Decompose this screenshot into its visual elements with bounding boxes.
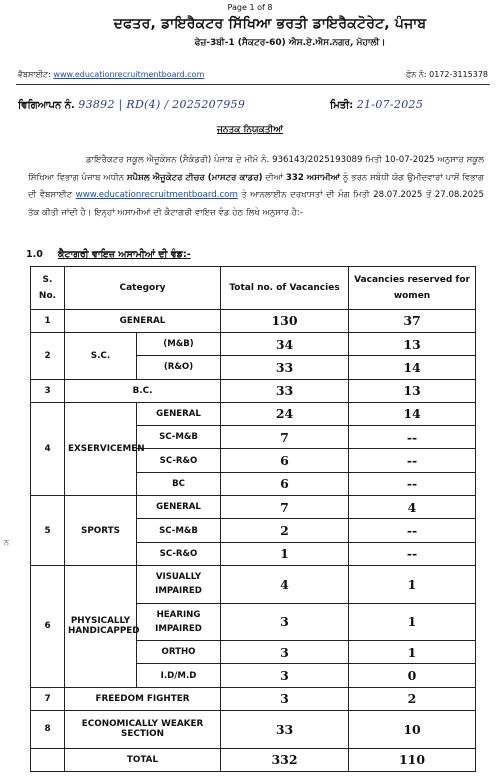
header-total: Total no. of Vacancies <box>221 267 349 310</box>
table-total-row <box>31 748 476 772</box>
table-row <box>31 710 476 748</box>
row-total: 33 <box>221 710 349 748</box>
row-total: 3 <box>221 664 349 687</box>
table-row <box>31 402 476 425</box>
row-total: 6 <box>221 449 349 472</box>
advertisement-date <box>330 98 423 111</box>
row-total: 6 <box>221 472 349 495</box>
row-subcategory: I.D/M.D <box>137 664 221 687</box>
table-row <box>31 309 476 332</box>
row-total: 3 <box>221 687 349 710</box>
row-total: 2 <box>221 519 349 542</box>
para-text-4: ਤੇ ਆਨਲਾਈਨ ਦਰਖਾਸਤਾਂ ਦੀ ਮੰਗ ਮਿਤੀ 28.07.2025 ਤੋਂ 27.08.2025 ਤੱਕ ਕੀਤੀ ਜਾਂਦੀ ਹੈ। ਇਨ੍ਹਾਂ ਅਸਾਮੀਆਂ ਦੀ ਕੈਟਾਗਰੀ ਵਾਇਜ਼ ਵੰਡ ਹੇਠ ਲਿਖੇ ਅਨੁਸਾਰ ਹੈ:- <box>28 190 484 218</box>
row-subcategory: GENERAL <box>137 496 221 519</box>
row-category: SPORTS <box>65 496 137 566</box>
row-total: 130 <box>221 309 349 332</box>
row-women: 14 <box>349 402 476 425</box>
header-women: Vacancies reserved for women <box>349 267 476 310</box>
header-divider <box>16 84 490 85</box>
row-women: -- <box>349 472 476 495</box>
row-women: 1 <box>349 566 476 604</box>
row-women: 1 <box>349 641 476 664</box>
row-total: 3 <box>221 603 349 641</box>
row-subcategory: SC-R&O <box>137 449 221 472</box>
header-sno: S. No. <box>31 267 65 310</box>
row-total: 7 <box>221 496 349 519</box>
para-text-1: ਡਾਇਰੈਕਟਰ ਸਕੂਲ ਐਜੂਕੇਸ਼ਨ (ਸੈਕੰਡਰੀ) ਪੰਜਾਬ ਦੇ ਮੀਮੋ ਨੰ. 936143/2025193089 ਮਿਤੀ 10-07-2025 ਅਨੁਸਾਰ ਸਕੂਲ ਸਿੱਖਿਆ ਵਿਭਾਗ ਪੰਜਾਬ ਅਧੀਨ <box>28 155 484 183</box>
row-category: S.C. <box>65 332 137 379</box>
row-category: PHYSICALLY HANDICAPPED <box>65 566 137 688</box>
row-total: 34 <box>221 332 349 355</box>
date-value: 21-07-2025 <box>356 98 424 111</box>
section-heading <box>26 249 191 260</box>
total-vacancies: 332 <box>221 748 349 772</box>
row-total: 24 <box>221 402 349 425</box>
row-subcategory: BC <box>137 472 221 495</box>
row-subcategory: (M&B) <box>137 332 221 355</box>
row-women: -- <box>349 519 476 542</box>
row-total: 33 <box>221 379 349 402</box>
table-row <box>31 332 476 355</box>
row-women: -- <box>349 449 476 472</box>
para-website-link[interactable]: www.educationrecruitmentboard.com <box>75 190 238 200</box>
table-row <box>31 566 476 604</box>
adv-number-value: 93892 | RD(4) / 2025207959 <box>78 98 246 111</box>
row-total: 1 <box>221 542 349 565</box>
page-number: Page 1 of 8 <box>227 3 273 12</box>
row-women: -- <box>349 542 476 565</box>
row-subcategory: SC-R&O <box>137 542 221 565</box>
post-count: 332 ਅਸਾਮੀਆਂ <box>285 172 341 183</box>
row-category: B.C. <box>65 379 221 402</box>
row-women: 14 <box>349 356 476 379</box>
phone-number: 0172-3115378 <box>429 70 488 79</box>
row-subcategory: SC-M&B <box>137 519 221 542</box>
post-name: ਸਪੈਸ਼ਲ ਐਜੂਕੇਟਰ ਟੀਚਰ (ਮਾਸਟਰ ਕਾਡਰ) <box>126 172 263 183</box>
vacancy-table <box>30 266 476 772</box>
row-women: 13 <box>349 332 476 355</box>
date-label: ਮਿਤੀ: <box>330 100 354 111</box>
phone-label: ਫੋਨ ਨੰ: <box>406 70 427 79</box>
row-category: GENERAL <box>65 309 221 332</box>
row-subcategory: ORTHO <box>137 641 221 664</box>
adv-number-label: ਵਿਗਿਆਪਨ ਨੰ. <box>18 100 75 111</box>
total-sno-empty <box>31 748 65 772</box>
row-sno: 7 <box>31 687 65 710</box>
row-women: 4 <box>349 496 476 519</box>
office-title: ਦਫਤਰ, ਡਾਇਰੈਕਟਰ ਸਿੱਖਿਆ ਭਰਤੀ ਡਾਇਰੈਕਟੋਰੇਟ, ਪੰਜਾਬ <box>113 16 427 32</box>
row-subcategory: (R&O) <box>137 356 221 379</box>
table-row <box>31 379 476 402</box>
row-women: 13 <box>349 379 476 402</box>
row-total: 3 <box>221 641 349 664</box>
row-total: 33 <box>221 356 349 379</box>
advertisement-number <box>18 98 245 111</box>
row-sno: 6 <box>31 566 65 688</box>
para-text-2: ਦੀਆਂ <box>262 172 286 183</box>
margin-mark: ਨ <box>4 538 9 547</box>
row-category: EXSERVICEMEN <box>65 402 137 495</box>
section-title: ਕੈਟਾਗਰੀ ਵਾਇਜ਼ ਅਸਾਮੀਆਂ ਦੀ ਵੰਡ:- <box>58 249 191 260</box>
row-subcategory: HEARING IMPAIRED <box>137 603 221 641</box>
row-women: -- <box>349 426 476 449</box>
row-women: 1 <box>349 603 476 641</box>
table-row <box>31 496 476 519</box>
table-header-row <box>31 267 476 310</box>
row-women: 10 <box>349 710 476 748</box>
row-subcategory: GENERAL <box>137 402 221 425</box>
row-subcategory: VISUALLY IMPAIRED <box>137 566 221 604</box>
row-sno: 5 <box>31 496 65 566</box>
notice-paragraph <box>28 152 484 222</box>
row-total: 4 <box>221 566 349 604</box>
row-subcategory: SC-M&B <box>137 426 221 449</box>
row-women: 0 <box>349 664 476 687</box>
office-address: ਫੇਜ਼-3ਬੀ-1 (ਸੈਕਟਰ-60) ਐਸ.ਏ.ਐਸ.ਨਗਰ, ਮੋਹਾਲੀ। <box>194 38 386 48</box>
table-row <box>31 687 476 710</box>
section-number: 1.0 <box>26 249 43 260</box>
row-category: ECONOMICALLY WEAKER SECTION <box>65 710 221 748</box>
total-label: TOTAL <box>65 748 221 772</box>
row-sno: 1 <box>31 309 65 332</box>
row-sno: 2 <box>31 332 65 379</box>
row-sno: 8 <box>31 710 65 748</box>
row-women: 2 <box>349 687 476 710</box>
row-women: 37 <box>349 309 476 332</box>
row-category: FREEDOM FIGHTER <box>65 687 221 710</box>
total-women: 110 <box>349 748 476 772</box>
notice-subject: ਜਨਤਕ ਨਿਯੁਕਤੀਆਂ <box>216 125 284 135</box>
phone-info <box>406 70 488 80</box>
para-text-3: ਨੂੰ ਭਰਨ ਸਬੰਧੀ ਯੋਗ ਉਮੀਦਵਾਰਾਂ ਪਾਸੋਂ ਵਿਭਾਗ ਦੀ ਵੈਬਸਾਈਟ <box>28 172 485 200</box>
website-label: ਵੈਬਸਾਈਟ: <box>18 70 51 79</box>
website-link[interactable]: www.educationrecruitmentboard.com <box>53 70 205 79</box>
row-sno: 4 <box>31 402 65 495</box>
row-sno: 3 <box>31 379 65 402</box>
row-total: 7 <box>221 426 349 449</box>
website-info <box>18 70 204 80</box>
header-category: Category <box>65 267 221 310</box>
